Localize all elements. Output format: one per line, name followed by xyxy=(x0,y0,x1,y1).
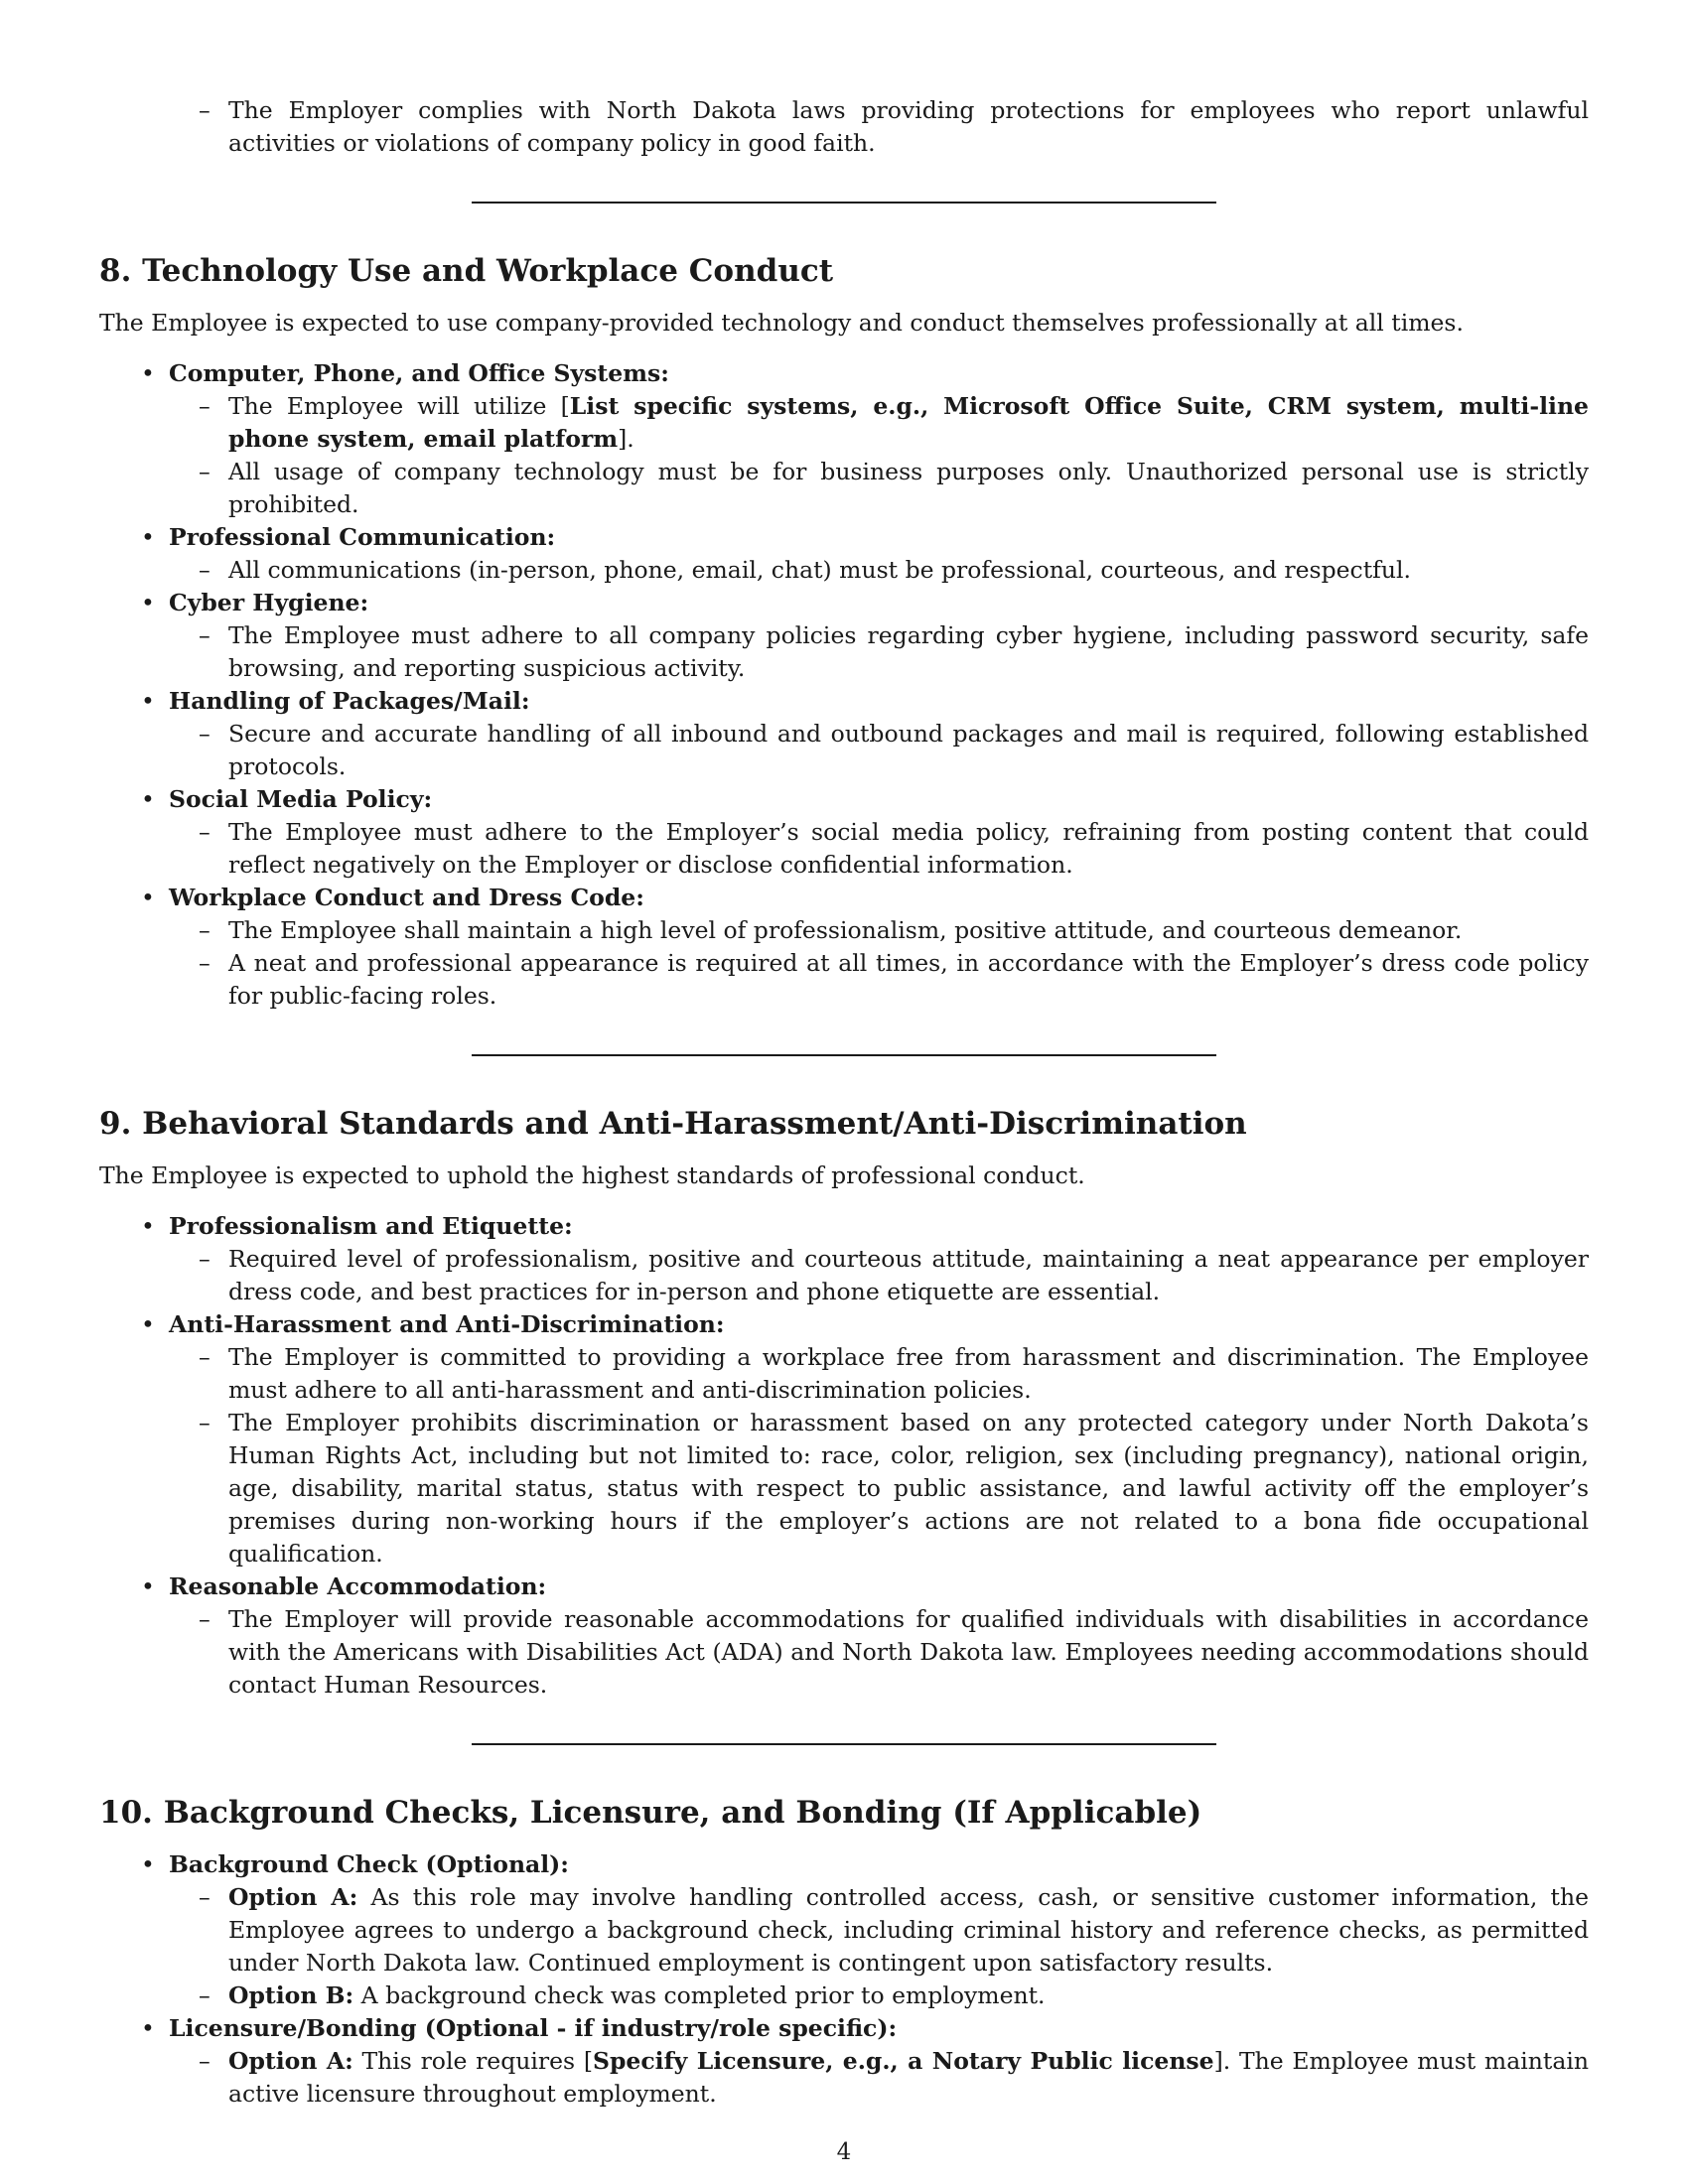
sub-bullet: – Secure and accurate handling of all inbound and outbound packages and mail is required, following established protocols. xyxy=(228,718,1589,783)
text: ]. xyxy=(618,425,634,453)
bullet-packages-mail xyxy=(169,685,1589,783)
option-label: Option B: xyxy=(228,1981,354,2009)
section-9 xyxy=(99,1104,1589,1702)
sub-bullet: – The Employee must adhere to the Employer’s social media policy, refraining from posting content that could reflect negatively on the Employer or disclose confidential information. xyxy=(228,816,1589,882)
bullet-professionalism xyxy=(169,1210,1589,1308)
section-intro: The Employee is expected to use company-provided technology and conduct themselves professionally at all times. xyxy=(99,309,1464,337)
option-label: Option A: xyxy=(228,1883,358,1911)
section-divider xyxy=(472,202,1216,204)
text: The Employee will utilize [ xyxy=(228,392,570,420)
bullet-anti-harassment xyxy=(169,1308,1589,1570)
bullet-label: Anti-Harassment and Anti-Discrimination: xyxy=(169,1310,725,1338)
section-heading: 9. Behavioral Standards and Anti-Harassment/Anti-Discrimination xyxy=(99,1106,1247,1142)
bullet-label: Professionalism and Etiquette: xyxy=(169,1212,573,1240)
section-10 xyxy=(99,1793,1589,2111)
bullet-label: Handling of Packages/Mail: xyxy=(169,687,530,715)
sub-bullet: – All communications (in-person, phone, email, chat) must be professional, courteous, and respectful. xyxy=(228,554,1589,587)
sub-bullet: – All usage of company technology must be for business purposes only. Unauthorized personal use is strictly prohibited. xyxy=(228,456,1589,521)
bullet-label: Computer, Phone, and Office Systems: xyxy=(169,359,669,387)
sub-bullet: – Required level of professionalism, positive and courteous attitude, maintaining a neat appearance per employer dress code, and best practices for in-person and phone etiquette are essential. xyxy=(228,1243,1589,1308)
sub-bullet xyxy=(228,2045,1589,2111)
bullet-label: Cyber Hygiene: xyxy=(169,589,369,616)
sub-bullet: – The Employer prohibits discrimination or harassment based on any protected category under North Dakota’s Human Rights Act, including but not limited to: race, color, religion, sex (including pregnancy), national origin, age, disability, marital status, status with respect to public assistance, and lawful activity off the employer’s premises during non-working hours if the employer’s actions are not related to a bona fide occupational qualification. xyxy=(228,1407,1589,1570)
document-page xyxy=(99,94,1589,2111)
bullet-background-check xyxy=(169,1848,1589,2012)
placeholder-text: List specific systems, e.g., Microsoft Office Suite, CRM system, multi-line phone system, email platform xyxy=(228,392,1590,453)
bullet-reasonable-accommodation xyxy=(169,1570,1589,1702)
bullet-licensure-bonding xyxy=(169,2012,1589,2111)
text: A background check was completed prior to employment. xyxy=(353,1981,1046,2009)
section-heading: 10. Background Checks, Licensure, and Bonding (If Applicable) xyxy=(99,1795,1202,1831)
sub-bullet xyxy=(228,1979,1589,2012)
bullet-label: Workplace Conduct and Dress Code: xyxy=(169,884,644,911)
text: ]. The Employee must maintain active licensure throughout employment. xyxy=(228,2047,1589,2108)
bullet-label: Professional Communication: xyxy=(169,523,556,551)
page-number: 4 xyxy=(836,2139,852,2165)
bullet-workplace-conduct xyxy=(169,882,1589,1013)
sub-bullet: – The Employee must adhere to all company policies regarding cyber hygiene, including password security, safe browsing, and reporting suspicious activity. xyxy=(228,619,1589,685)
sub-bullet: – The Employee shall maintain a high level of professionalism, positive attitude, and courteous demeanor. xyxy=(228,914,1589,947)
bullet-label: Reasonable Accommodation: xyxy=(169,1572,547,1600)
section-heading: 8. Technology Use and Workplace Conduct xyxy=(99,253,834,289)
bullet-computer-systems xyxy=(169,357,1589,521)
bullet-label: Licensure/Bonding (Optional - if industry/role specific): xyxy=(169,2014,898,2042)
text: As this role may involve handling controlled access, cash, or sensitive customer information, the Employee agrees to undergo a background check, including criminal history and reference checks, as permitted under North Dakota law. Continued employment is contingent upon satisfactory results. xyxy=(228,1883,1589,1977)
sub-bullet: – A neat and professional appearance is required at all times, in accordance with the Employer’s dress code policy for public-facing roles. xyxy=(228,947,1589,1013)
bullet-label: Background Check (Optional): xyxy=(169,1850,569,1878)
sub-bullet: – The Employer will provide reasonable accommodations for qualified individuals with disabilities in accordance with the Americans with Disabilities Act (ADA) and North Dakota law. Employees needing accommodations should contact Human Resources. xyxy=(228,1603,1589,1702)
placeholder-text: Specify Licensure, e.g., a Notary Public license xyxy=(592,2047,1214,2075)
sub-bullet: – The Employer complies with North Dakota laws providing protections for employees who report unlawful activities or violations of company policy in good faith. xyxy=(228,94,1589,160)
bullet-professional-communication xyxy=(169,521,1589,587)
sub-bullet: – The Employer is committed to providing a workplace free from harassment and discrimination. The Employee must adhere to all anti-harassment and anti-discrimination policies. xyxy=(228,1341,1589,1407)
sub-bullet xyxy=(228,390,1589,456)
section-intro: The Employee is expected to uphold the highest standards of professional conduct. xyxy=(99,1161,1085,1189)
text: This role requires [ xyxy=(352,2047,593,2075)
prior-section-continuation xyxy=(99,94,1589,160)
bullet-cyber-hygiene xyxy=(169,587,1589,685)
option-label: Option A: xyxy=(228,2047,353,2075)
bullet-label: Social Media Policy: xyxy=(169,785,433,813)
section-divider xyxy=(472,1743,1216,1745)
section-8 xyxy=(99,251,1589,1013)
section-divider xyxy=(472,1054,1216,1056)
sub-bullet xyxy=(228,1881,1589,1979)
bullet-social-media xyxy=(169,783,1589,882)
